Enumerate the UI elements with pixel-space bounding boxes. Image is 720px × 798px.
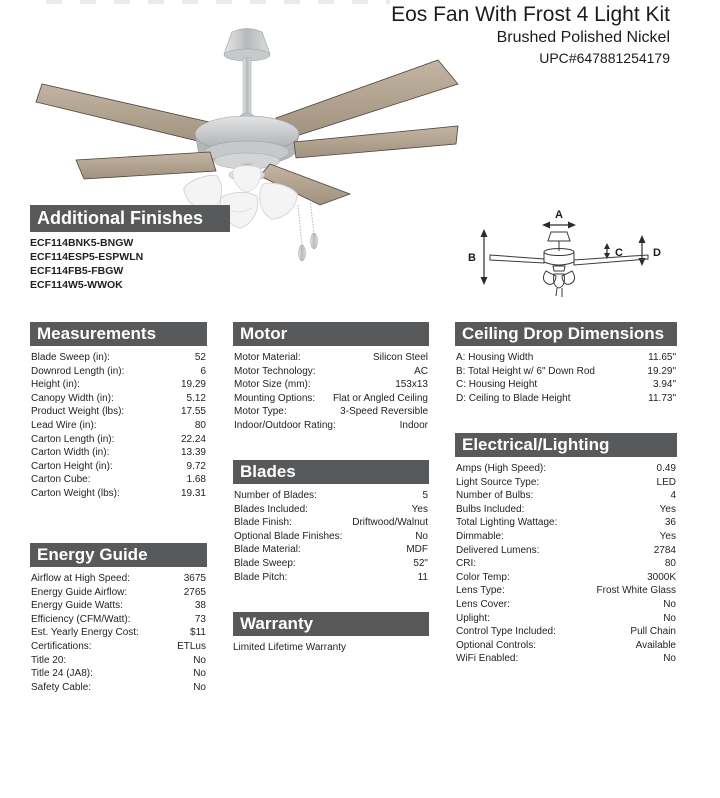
spec-value: Indoor <box>399 419 428 431</box>
spec-value: Flat or Angled Ceiling <box>332 392 428 404</box>
spec-row <box>455 489 677 503</box>
spec-value: 19.29" <box>647 365 676 377</box>
spec-label: Blade Sweep (in): <box>31 352 110 363</box>
spec-row <box>233 351 429 365</box>
spec-label: Certifications: <box>31 640 92 652</box>
spec-row <box>30 473 207 487</box>
spec-value: 22.24 <box>180 433 206 445</box>
spec-row <box>30 460 207 474</box>
spec-label: Number of Bulbs: <box>456 490 534 502</box>
spec-label: CRI: <box>456 558 476 570</box>
spec-value: ETLus <box>177 640 206 652</box>
spec-label: Number of Blades: <box>234 490 317 501</box>
spec-row <box>233 489 429 503</box>
section-blades <box>233 460 429 584</box>
spec-row <box>455 639 677 653</box>
spec-label: Canopy Width (in): <box>31 392 114 404</box>
section-header-ceiling-drop-dimensions: Ceiling Drop Dimensions <box>455 322 677 346</box>
spec-value: 52 <box>194 352 206 363</box>
spec-value: 0.49 <box>656 463 676 474</box>
diagram-label-b: B <box>468 252 476 264</box>
section-energy-guide <box>30 543 207 694</box>
spec-label: Color Temp: <box>456 571 510 583</box>
spec-row <box>233 419 429 433</box>
spec-label: Lens Cover: <box>456 598 510 610</box>
spec-value: 11.65" <box>648 352 676 363</box>
spec-row <box>455 612 677 626</box>
spec-label: Efficiency (CFM/Watt): <box>31 613 131 625</box>
spec-value: Silicon Steel <box>372 352 428 363</box>
spec-value: No <box>415 530 428 542</box>
spec-value: 38 <box>194 600 206 612</box>
spec-value: 3675 <box>183 573 206 584</box>
spec-row <box>30 599 207 613</box>
spec-label: Total Lighting Wattage: <box>456 517 558 529</box>
section-header-additional-finishes: Additional Finishes <box>30 205 230 232</box>
spec-row <box>30 586 207 600</box>
finish-code: ECF114W5-WWOK <box>30 279 123 291</box>
spec-value: Available <box>635 639 676 651</box>
spec-row <box>455 598 677 612</box>
spec-value: 2765 <box>183 586 206 598</box>
spec-row <box>455 392 677 406</box>
spec-row <box>233 571 429 585</box>
spec-row <box>455 351 677 365</box>
spec-value: 80 <box>194 419 206 431</box>
spec-label: Control Type Included: <box>456 626 556 638</box>
spec-value: AC <box>414 365 428 377</box>
spec-label: Carton Length (in): <box>31 433 115 445</box>
spec-label: Motor Technology: <box>234 365 316 377</box>
spec-value: Driftwood/Walnut <box>352 517 428 529</box>
spec-row <box>30 378 207 392</box>
spec-value: 3000K <box>647 571 676 583</box>
spec-label: Motor Size (mm): <box>234 379 311 391</box>
spec-value: 3.94" <box>652 379 676 391</box>
spec-row <box>455 652 677 666</box>
spec-label: Est. Yearly Energy Cost: <box>31 627 139 639</box>
spec-row <box>455 378 677 392</box>
spec-row <box>30 446 207 460</box>
spec-label: Lead Wire (in): <box>31 419 97 431</box>
spec-value: 153x13 <box>395 379 428 391</box>
spec-row <box>30 626 207 640</box>
spec-label: Blade Sweep: <box>234 557 296 569</box>
spec-row <box>455 625 677 639</box>
warranty-text: Limited Lifetime Warranty <box>233 642 346 653</box>
spec-value: 2784 <box>653 544 676 556</box>
spec-row <box>30 392 207 406</box>
spec-row <box>455 544 677 558</box>
spec-row <box>233 378 429 392</box>
spec-label: Title 20: <box>31 654 67 666</box>
spec-label: Uplight: <box>456 612 490 624</box>
spec-value: No <box>193 681 206 693</box>
finish-code: ECF114FB5-FBGW <box>30 265 124 277</box>
diagram-label-c: C <box>615 247 623 259</box>
spec-row <box>455 584 677 598</box>
title-block <box>391 2 670 68</box>
spec-label: C: Housing Height <box>456 379 538 391</box>
spec-label: Safety Cable: <box>31 681 92 693</box>
section-ceiling-drop-dimensions <box>455 322 677 405</box>
spec-label: Mounting Options: <box>234 392 316 404</box>
fan-pull-chains <box>298 200 317 261</box>
fan-canopy <box>224 29 270 122</box>
section-electrical-lighting <box>455 433 677 666</box>
spec-value: Pull Chain <box>630 626 676 638</box>
spec-label: Carton Height (in): <box>31 460 113 472</box>
section-header-electrical-lighting: Electrical/Lighting <box>455 433 677 457</box>
spec-value: No <box>663 653 676 665</box>
spec-value: 6 <box>200 365 206 377</box>
spec-label: Motor Material: <box>234 352 301 363</box>
spec-label: Indoor/Outdoor Rating: <box>234 419 336 431</box>
spec-row <box>30 351 207 365</box>
spec-label: Lens Type: <box>456 585 505 597</box>
spec-label: Carton Weight (lbs): <box>31 487 120 499</box>
spec-label: Dimmable: <box>456 530 504 542</box>
diagram-label-a: A <box>555 209 563 221</box>
spec-value: 5 <box>422 490 428 501</box>
spec-label: Bulbs Included: <box>456 503 525 515</box>
spec-label: Motor Type: <box>234 406 287 418</box>
spec-value: 19.31 <box>180 487 206 499</box>
spec-value: 5.12 <box>186 392 206 404</box>
spec-value: 19.29 <box>180 379 206 391</box>
spec-value: Yes <box>659 503 676 515</box>
spec-value: Frost White Glass <box>596 585 676 597</box>
spec-label: Blade Pitch: <box>234 571 288 583</box>
spec-row <box>30 640 207 654</box>
spec-label: A: Housing Width <box>456 352 534 363</box>
spec-row <box>30 405 207 419</box>
spec-label: Carton Cube: <box>31 474 91 486</box>
spec-row <box>455 557 677 571</box>
spec-row <box>233 543 429 557</box>
spec-label: Optional Controls: <box>456 639 537 651</box>
spec-row <box>233 405 429 419</box>
spec-value: Yes <box>659 530 676 542</box>
ceiling-drop-diagram <box>460 192 715 317</box>
spec-value: 4 <box>670 490 676 502</box>
spec-label: Product Weight (lbs): <box>31 406 125 418</box>
section-header-blades: Blades <box>233 460 429 484</box>
spec-row <box>455 571 677 585</box>
spec-label: Blade Material: <box>234 544 301 556</box>
spec-row <box>30 487 207 501</box>
spec-row <box>455 516 677 530</box>
spec-row <box>30 613 207 627</box>
section-header-energy-guide: Energy Guide <box>30 543 207 567</box>
spec-label: Energy Guide Watts: <box>31 600 123 612</box>
spec-row <box>233 365 429 379</box>
spec-label: D: Ceiling to Blade Height <box>456 392 571 404</box>
spec-value: 73 <box>194 613 206 625</box>
spec-value: 9.72 <box>186 460 206 472</box>
spec-label: Carton Width (in): <box>31 447 110 459</box>
spec-value: 11 <box>417 571 428 583</box>
spec-value: 80 <box>664 558 676 570</box>
product-title: Eos Fan With Frost 4 Light Kit <box>391 3 670 26</box>
spec-value: 13.39 <box>180 447 206 459</box>
spec-label: Blade Finish: <box>234 517 292 529</box>
spec-value: 52" <box>413 557 428 569</box>
spec-value: MDF <box>406 544 428 556</box>
section-header-measurements: Measurements <box>30 322 207 346</box>
product-upc: UPC#647881254179 <box>539 50 670 66</box>
spec-row <box>30 572 207 586</box>
spec-value: 36 <box>664 517 676 529</box>
spec-row <box>30 654 207 668</box>
spec-value: No <box>663 598 676 610</box>
spec-row <box>455 476 677 490</box>
spec-label: Title 24 (JA8): <box>31 668 93 680</box>
spec-row <box>455 530 677 544</box>
spec-value: 17.55 <box>180 406 206 418</box>
spec-row <box>30 365 207 379</box>
spec-row <box>455 503 677 517</box>
spec-row <box>455 365 677 379</box>
spec-row <box>30 681 207 695</box>
section-warranty <box>233 612 429 653</box>
spec-label: Light Source Type: <box>456 476 540 488</box>
spec-label: Airflow at High Speed: <box>31 573 130 584</box>
spec-row <box>233 392 429 406</box>
spec-value: LED <box>656 476 676 488</box>
finish-code: ECF114BNK5-BNGW <box>30 237 134 249</box>
spec-label: Downrod Length (in): <box>31 365 125 377</box>
spec-label: Optional Blade Finishes: <box>234 530 343 542</box>
product-finish: Brushed Polished Nickel <box>496 29 670 46</box>
spec-row <box>233 516 429 530</box>
spec-label: B: Total Height w/ 6" Down Rod <box>456 365 595 377</box>
spec-row <box>455 462 677 476</box>
spec-value: Yes <box>411 503 428 515</box>
cropped-logo <box>46 0 390 4</box>
spec-label: WiFi Enabled: <box>456 653 519 665</box>
spec-row <box>30 419 207 433</box>
section-additional-finishes <box>30 205 230 292</box>
spec-value: No <box>193 668 206 680</box>
section-measurements <box>30 322 207 501</box>
spec-row <box>30 433 207 447</box>
spec-value: 1.68 <box>186 474 206 486</box>
spec-label: Delivered Lumens: <box>456 544 540 556</box>
spec-row <box>233 530 429 544</box>
spec-value: No <box>193 654 206 666</box>
spec-row <box>233 503 429 517</box>
spec-row <box>30 667 207 681</box>
spec-value: $11 <box>190 627 206 639</box>
spec-label: Blades Included: <box>234 503 308 515</box>
section-header-warranty: Warranty <box>233 612 429 636</box>
diagram-label-d: D <box>653 247 661 259</box>
spec-value: 11.73" <box>648 392 676 404</box>
spec-row <box>233 557 429 571</box>
spec-label: Amps (High Speed): <box>456 463 547 474</box>
spec-label: Height (in): <box>31 379 80 391</box>
spec-value: 3-Speed Reversible <box>340 406 428 418</box>
section-motor <box>233 322 429 433</box>
section-header-motor: Motor <box>233 322 429 346</box>
spec-value: No <box>663 612 676 624</box>
spec-label: Energy Guide Airflow: <box>31 586 128 598</box>
finish-code: ECF114ESP5-ESPWLN <box>30 251 144 263</box>
